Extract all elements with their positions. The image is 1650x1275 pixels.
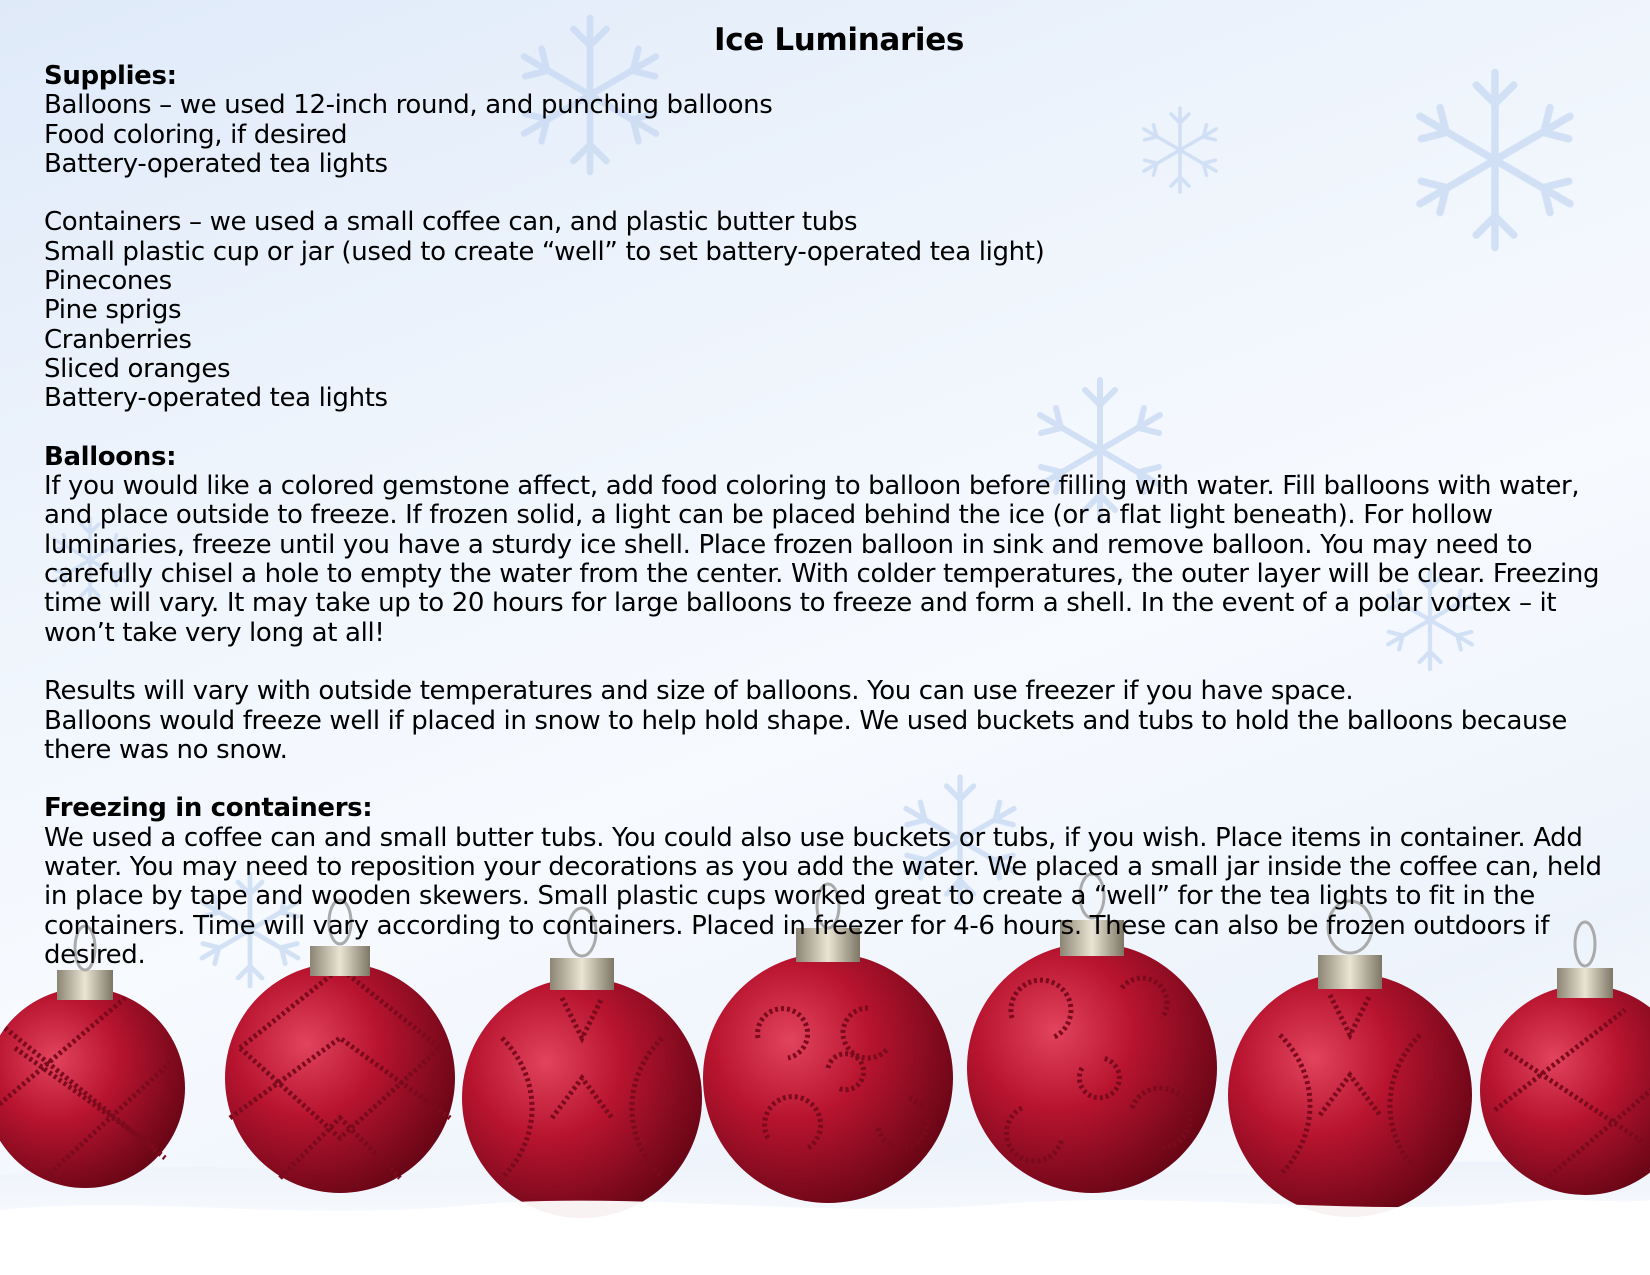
supply-item: Pinecones	[44, 266, 172, 297]
supplies-heading: Supplies:	[44, 61, 177, 91]
snow-tip-paragraph: Balloons would freeze well if placed in snow to help hold shape. We used buckets and tubs to hold the balloons because there was no snow.	[44, 705, 1568, 765]
freezing-paragraph: We used a coffee can and small butter tubs. You could also use buckets or tubs, if you wish. Place items in container. Add water. You may need to reposition your decorations as you add the water. We placed a small jar inside the coffee can, held in place by tape and wooden skewers. Small plastic cups worked great to create a “well” for the tea lights to fit in the containers. Time will vary according to containers. Placed in freezer for 4-6 hours. These can also be frozen outdoors if desired.	[44, 822, 1602, 970]
supply-item: Small plastic cup or jar (used to create “well” to set battery-operated tea light)	[44, 236, 1045, 267]
results-line: Results will vary with outside temperatures and size of balloons. You can use freezer if you have space.	[44, 676, 1354, 707]
document-body	[44, 18, 1614, 970]
supply-item: Balloons – we used 12-inch round, and punching balloons	[44, 90, 773, 121]
supply-item: Sliced oranges	[44, 353, 231, 384]
page-title: Ice Luminaries	[714, 22, 964, 58]
supply-item: Food coloring, if desired	[44, 119, 348, 150]
supply-item: Containers – we used a small coffee can, and plastic butter tubs	[44, 207, 858, 238]
freezing-heading: Freezing in containers:	[44, 793, 373, 824]
balloons-section	[44, 443, 1614, 765]
supply-item: Cranberries	[44, 324, 192, 355]
supplies-section	[44, 62, 1614, 414]
freezing-section	[44, 794, 1614, 970]
supply-item: Battery-operated tea lights	[44, 383, 388, 414]
supply-item: Pine sprigs	[44, 295, 182, 326]
balloons-heading: Balloons:	[44, 441, 177, 472]
supply-item: Battery-operated tea lights	[44, 148, 388, 179]
balloons-paragraph: If you would like a colored gemstone affect, add food coloring to balloon before filling with water. Fill balloons with water, and place outside to freeze. If frozen solid, a light can be placed behind the ice (or a flat light beneath). For hollow luminaries, freeze until you have a sturdy ice shell. Place frozen balloon in sink and remove balloon. You may need to carefully chisel a hole to empty the water from the center. With colder temperatures, the outer layer will be clear. Freezing time will vary. It may take up to 20 hours for large balloons to freeze and form a shell. In the event of a polar vortex – it won’t take very long at all!	[44, 471, 1600, 648]
